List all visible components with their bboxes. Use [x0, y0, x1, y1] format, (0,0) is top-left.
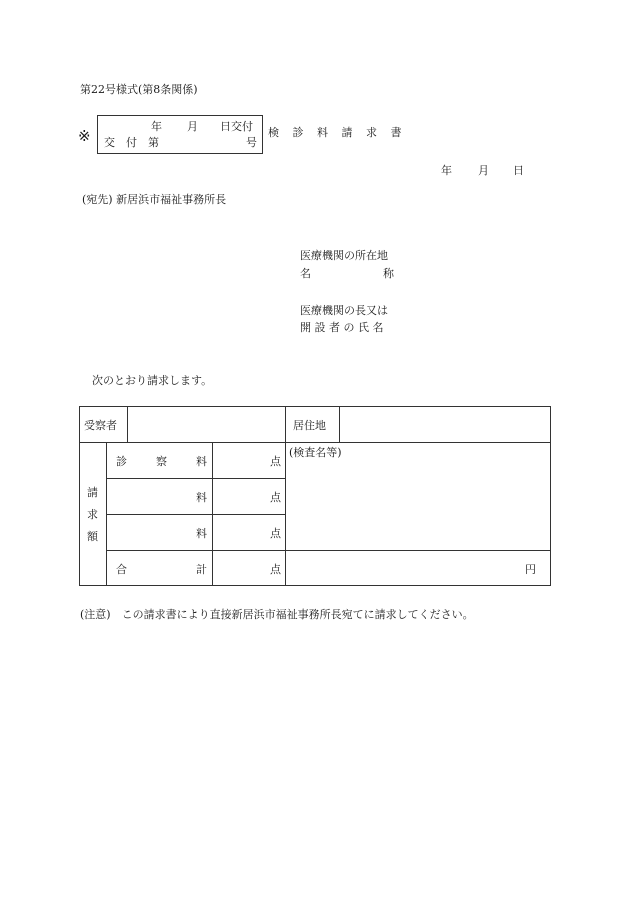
table-rule — [127, 407, 128, 442]
claim-table — [79, 406, 551, 586]
date-day: 日 — [513, 164, 524, 177]
claim-label-char: 求 — [87, 508, 98, 521]
table-rule — [80, 442, 550, 443]
title-char: 診 — [292, 126, 304, 139]
fee-row-label-b: 察 — [156, 455, 167, 468]
fee-row-unit: 点 — [270, 527, 281, 540]
title-char: 請 — [341, 126, 353, 139]
date-month: 月 — [478, 164, 489, 177]
fee-row-unit: 点 — [270, 491, 281, 504]
reference-mark: ※ — [78, 127, 91, 145]
table-rule — [106, 550, 550, 551]
date-year: 年 — [441, 164, 452, 177]
institution-location-label: 医療機関の所在地 — [300, 249, 388, 262]
table-rule — [106, 478, 286, 479]
issue-month: 月 — [187, 120, 198, 133]
table-rule — [285, 407, 286, 585]
total-yen: 円 — [525, 563, 536, 576]
table-rule — [106, 442, 107, 585]
fee-row-label-c: 料 — [196, 527, 207, 540]
title-char: 求 — [366, 126, 377, 139]
total-label-c: 計 — [196, 563, 207, 576]
issue-number-suffix: 号 — [246, 136, 257, 149]
intro-text: 次のとおり請求します。 — [92, 374, 213, 387]
addressee: (宛先) 新居浜市福祉事務所長 — [82, 193, 227, 206]
title-char: 書 — [390, 126, 402, 139]
document-title — [268, 127, 412, 138]
table-rule — [339, 407, 340, 442]
title-char: 料 — [317, 126, 328, 139]
fee-row-label-c: 料 — [196, 491, 207, 504]
form-number: 第22号様式(第8条関係) — [80, 83, 198, 96]
institution-head-label-2: 開 設 者 の 氏 名 — [300, 321, 384, 334]
issue-day: 日交付 — [220, 120, 253, 133]
claim-label-char: 請 — [87, 486, 98, 499]
institution-name-label-left: 名 — [300, 267, 311, 280]
total-unit: 点 — [270, 563, 281, 576]
institution-name-label-right: 称 — [383, 267, 394, 280]
table-rule — [212, 442, 213, 585]
issue-label: 交 付 第 — [104, 136, 159, 149]
fee-row-label-a: 診 — [116, 455, 127, 468]
notice: (注意) この請求書により直接新居浜市福祉事務所長宛てに請求してください。 — [80, 608, 474, 621]
issue-box — [97, 115, 263, 154]
title-char: 検 — [268, 126, 279, 139]
claim-label-char: 額 — [87, 530, 98, 543]
residence-label: 居住地 — [293, 419, 326, 432]
exam-name-label: (検査名等) — [289, 446, 342, 459]
fee-row-label-c: 料 — [196, 455, 207, 468]
total-label-a: 合 — [116, 563, 127, 576]
institution-head-label-1: 医療機関の長又は — [300, 304, 388, 317]
issue-year: 年 — [151, 120, 162, 133]
table-rule — [106, 514, 286, 515]
fee-row-unit: 点 — [270, 455, 281, 468]
patient-label: 受察者 — [84, 419, 117, 432]
